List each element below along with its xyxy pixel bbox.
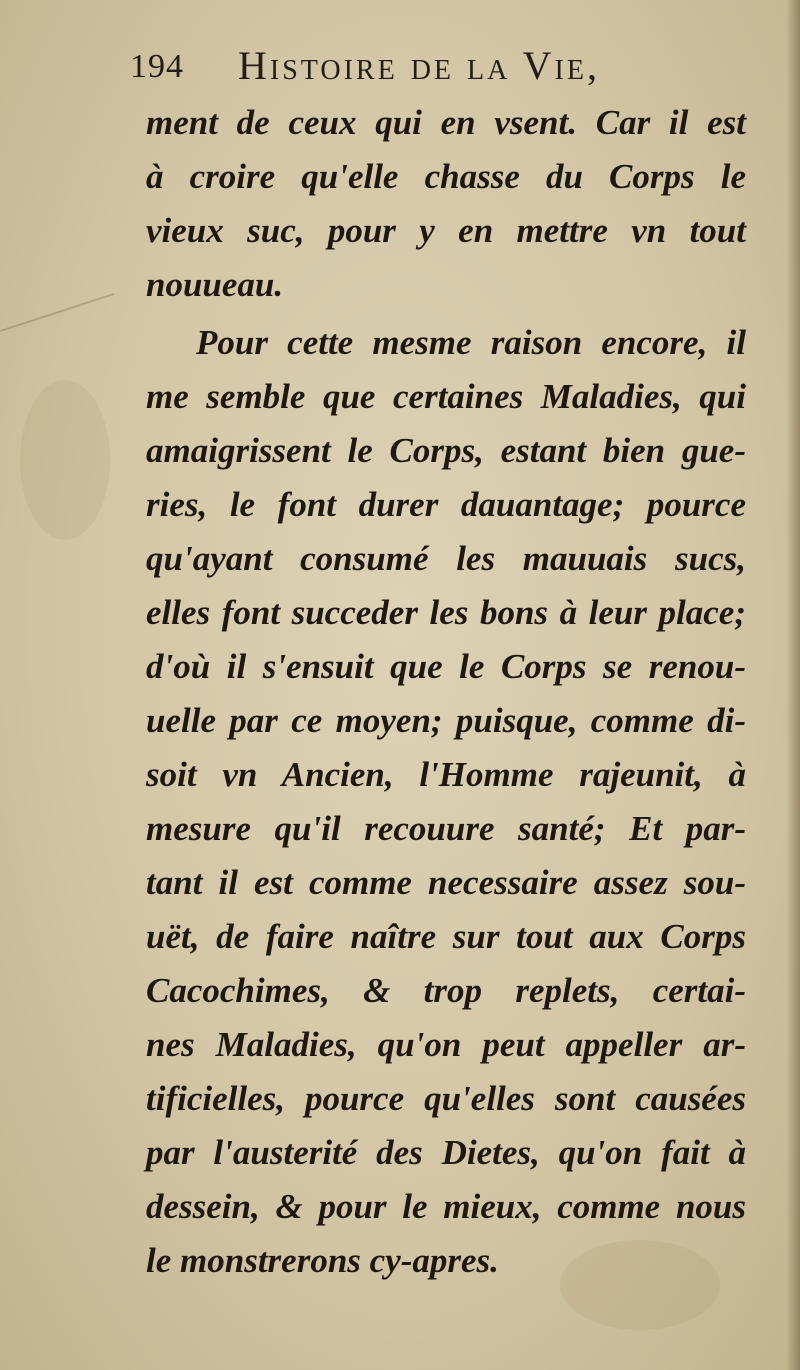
paper-crease <box>0 293 114 332</box>
page-number: 194 <box>130 48 184 85</box>
text-line: amaigrissent le Corps, estant bien gue- <box>146 431 746 470</box>
text-line: soit vn Ancien, l'Homme rajeunit, à <box>146 755 746 794</box>
text-line: elles font succeder les bons à leur place; <box>146 593 746 632</box>
text-line: vieux suc, pour y en mettre vn tout <box>146 211 746 250</box>
text-line: dessein, & pour le mieux, comme nous <box>146 1187 746 1226</box>
paper-stain <box>20 380 110 540</box>
text-line: ment de ceux qui en vsent. Car il est <box>146 103 746 142</box>
body-text <box>146 96 746 1288</box>
text-line: mesure qu'il recouure santé; Et par- <box>146 809 746 848</box>
text-line: à croire qu'elle chasse du Corps le <box>146 157 746 196</box>
text-line: uelle par ce moyen; puisque, comme di- <box>146 701 746 740</box>
text-line: d'où il s'ensuit que le Corps se renou- <box>146 647 746 686</box>
text-line: uët, de faire naître sur tout aux Corps <box>146 917 746 956</box>
text-line: nouueau. <box>146 265 284 304</box>
text-line: qu'ayant consumé les mauuais sucs, <box>146 539 746 578</box>
text-line: ries, le font durer dauantage; pource <box>146 485 746 524</box>
text-line: le monstrerons cy-apres. <box>146 1241 499 1280</box>
text-line: Cacochimes, & trop replets, certai- <box>146 971 746 1010</box>
text-line: tificielles, pource qu'elles sont causées <box>146 1079 746 1118</box>
text-line: nes Maladies, qu'on peut appeller ar- <box>146 1025 746 1064</box>
text-line: par l'austerité des Dietes, qu'on fait à <box>146 1133 746 1172</box>
text-line: tant il est comme necessaire assez sou- <box>146 863 746 902</box>
page-edge-shadow <box>786 0 800 1370</box>
page-header <box>108 40 748 100</box>
text-line: me semble que certaines Maladies, qui <box>146 377 746 416</box>
paragraph-start-line: Pour cette mesme raison encore, il <box>196 323 746 362</box>
running-title: Histoire de la Vie, <box>238 43 600 88</box>
